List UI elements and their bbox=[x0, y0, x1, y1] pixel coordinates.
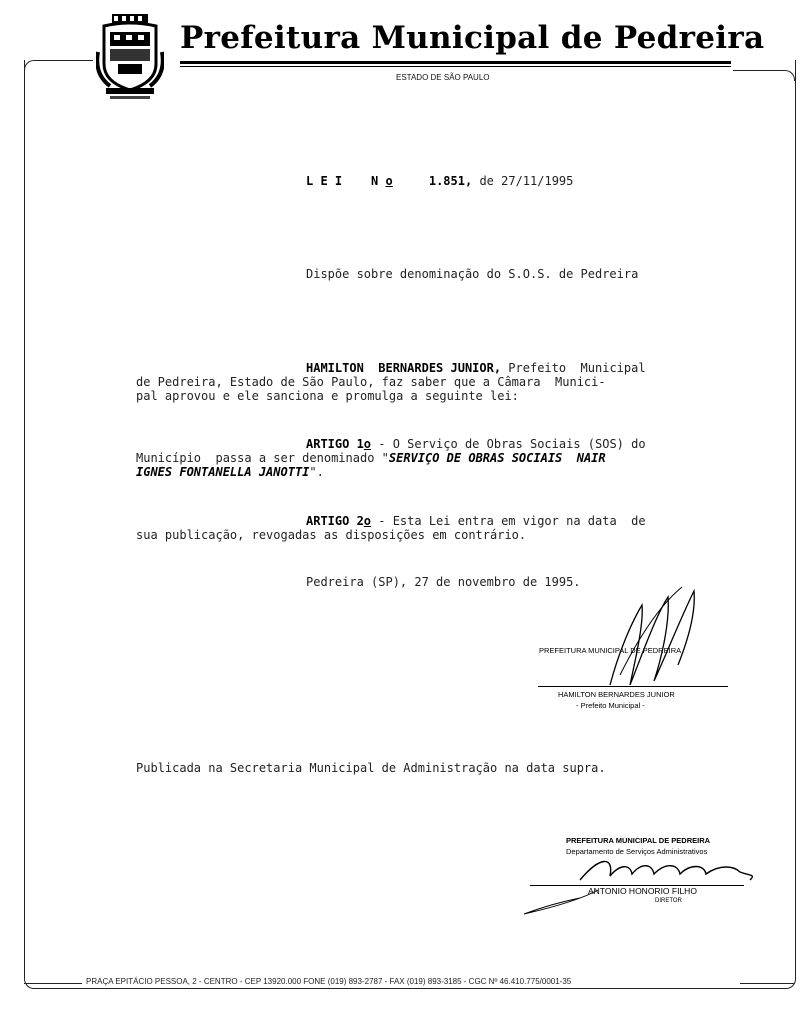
article-1-line: IGNES FONTANELLA JANOTTI". bbox=[136, 465, 324, 479]
preamble-line: de Pedreira, Estado de São Paulo, faz saber que a Câmara Munici- bbox=[136, 375, 606, 389]
signature-2-department: Departamento de Serviços Administrativos bbox=[566, 847, 708, 856]
publication-note: Publicada na Secretaria Municipal de Administração na data supra. bbox=[136, 761, 606, 775]
signature-1-name: HAMILTON BERNARDES JUNIOR bbox=[558, 690, 675, 699]
article-1-new-name-cont: IGNES FONTANELLA JANOTTI bbox=[136, 465, 310, 479]
law-number-label: N bbox=[371, 174, 379, 188]
page-border-corner bbox=[24, 60, 93, 71]
signature-1-role: - Prefeito Municipal - bbox=[576, 701, 645, 710]
municipal-crest-logo bbox=[96, 12, 164, 100]
signature-line bbox=[538, 686, 728, 687]
mayor-signature bbox=[590, 585, 720, 695]
signature-2-role: DIRETOR bbox=[655, 898, 682, 904]
article-1-label: ARTIGO 1 bbox=[306, 437, 364, 451]
preamble-line: HAMILTON BERNARDES JUNIOR, Prefeito Municipal bbox=[306, 361, 646, 375]
page-border-corner bbox=[733, 70, 795, 81]
article-1-line: Município passa a ser denominado "SERVIÇO DE OBRAS SOCIAIS NAIR bbox=[136, 451, 606, 465]
signature-1-entity: PREFEITURA MUNICIPAL DE PEDREIRA bbox=[539, 646, 682, 655]
article-1-new-name: SERVIÇO DE OBRAS SOCIAIS NAIR bbox=[388, 451, 606, 465]
law-date: de 27/11/1995 bbox=[479, 174, 574, 188]
footer-address: PRAÇA EPITÁCIO PESSOA, 2 - CENTRO - CEP 13920.000 FONE (019) 893-2787 - FAX (019) 893-3185 - CGC Nº 46.410.775/0001-35 bbox=[86, 977, 572, 986]
law-summary: Dispõe sobre denominação do S.O.S. de Pedreira bbox=[306, 267, 639, 281]
article-2-line: ARTIGO 2o - Esta Lei entra em vigor na data de bbox=[306, 514, 646, 528]
place-and-date: Pedreira (SP), 27 de novembro de 1995. bbox=[306, 575, 581, 589]
title-rule bbox=[180, 61, 731, 64]
director-signature bbox=[570, 850, 760, 890]
letterhead-state: ESTADO DE SÃO PAULO bbox=[396, 73, 490, 82]
mayor-name: HAMILTON BERNARDES JUNIOR, bbox=[306, 361, 502, 375]
article-2-label: ARTIGO 2 bbox=[306, 514, 364, 528]
article-2-line: sua publicação, revogadas as disposições em contrário. bbox=[136, 528, 527, 542]
footer-rule bbox=[740, 983, 794, 984]
signature-2-name: ANTONIO HONORIO FILHO bbox=[588, 886, 697, 896]
signature-2-entity: PREFEITURA MUNICIPAL DE PEDREIRA bbox=[566, 836, 711, 845]
law-heading bbox=[306, 174, 573, 188]
letterhead-title: Prefeitura Municipal de Pedreira bbox=[180, 20, 765, 56]
law-title: L E I bbox=[306, 174, 343, 188]
law-number-ordinal: o bbox=[385, 174, 393, 188]
footer-rule bbox=[24, 983, 82, 984]
law-number: 1.851, bbox=[428, 174, 473, 188]
preamble-line: pal aprovou e ele sanciona e promulga a seguinte lei: bbox=[136, 389, 519, 403]
title-rule bbox=[180, 66, 731, 67]
article-1-line: ARTIGO 1o - O Serviço de Obras Sociais (SOS) do bbox=[306, 437, 646, 451]
